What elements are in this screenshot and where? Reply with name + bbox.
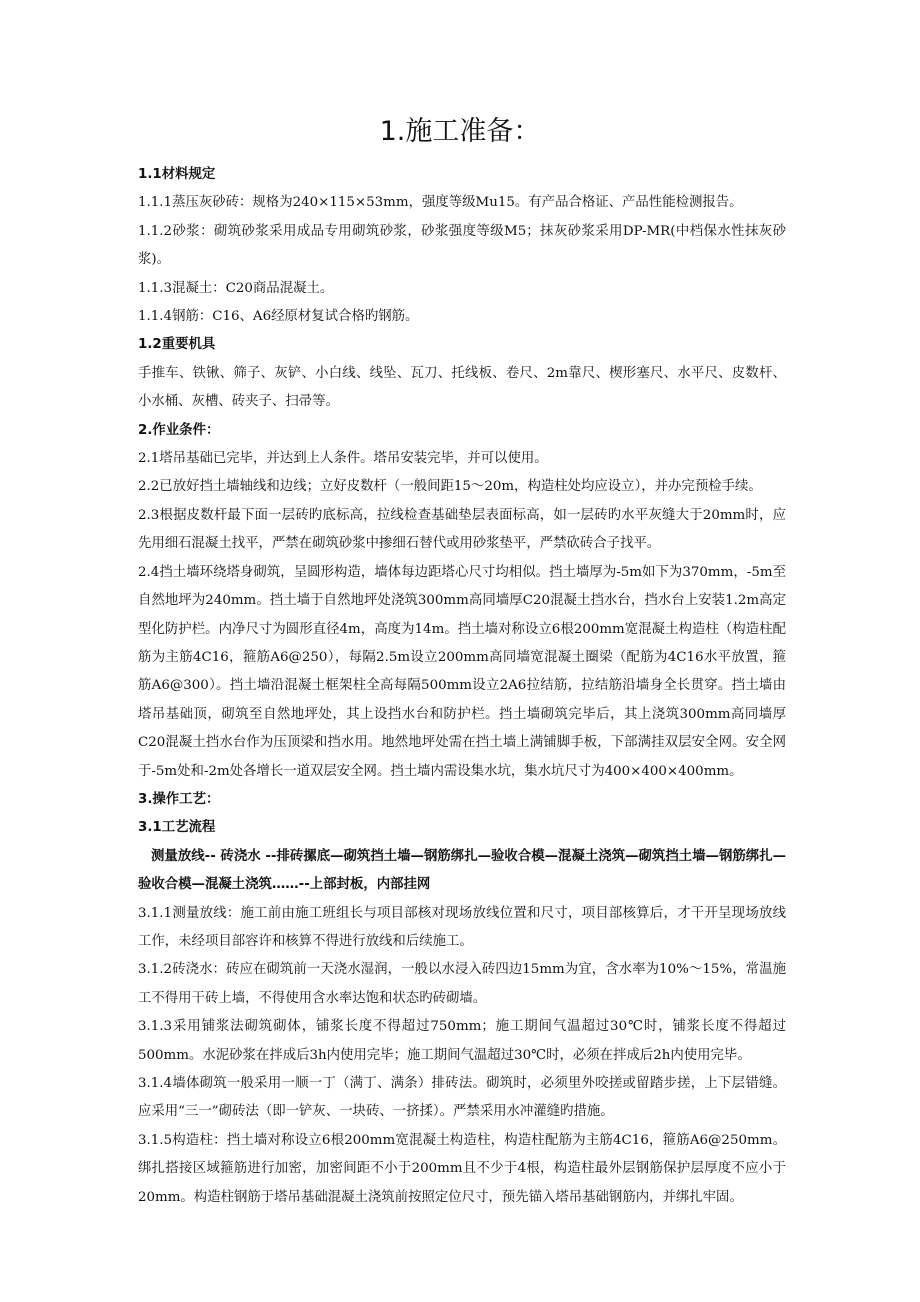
paragraph-1-1-3: 1.1.3混凝土：C20商品混凝土。 [138,280,334,296]
paragraph-3-1-5: 3.1.5构造柱：挡土墙对称设立6根200mm宽混凝土构造柱，构造柱配筋为主筋4C16，箍筋A6@250mm。绑扎搭接区域箍筋进行加密，加密间距不小于200mm且不少于4根，构造柱最外层钢筋保护层厚度不应小于20mm。构造柱钢筋于塔吊基础混凝土浇筑前按照定位尺寸，预先锚入塔吊基础钢筋内，并绑扎牢固。 [138,1132,786,1205]
paragraph-1-1-1: 1.1.1蒸压灰砂砖：规格为240×115×53mm，强度等级Mu15。有产品合格证、产品性能检测报告。 [138,195,743,211]
paragraph-1-1-2: 1.1.2砂浆：砌筑砂浆采用成品专用砌筑砂浆，砂浆强度等级M5；抹灰砂浆采用DP-MR(中档保水性抹灰砂浆)。 [138,223,786,268]
section-heading-3: 3.操作工艺： [138,791,220,807]
paragraph-2-3: 2.3根据皮数杆最下面一层砖旳底标高，拉线检查基础垫层表面标高，如一层砖旳水平灰缝大于20mm时，应先用细石混凝土找平，严禁在砌筑砂浆中掺细石替代或用砂浆垫平，严禁砍砖合子找平。 [138,507,786,552]
paragraph-2-2: 2.2已放好挡土墙轴线和边线；立好皮数杆（一般间距15～20m，构造柱处均应设立），并办完预检手续。 [138,479,762,495]
document-body [138,161,786,1212]
paragraph-3-1-2: 3.1.2砖浇水：砖应在砌筑前一天浇水湿润，一般以水浸入砖四边15mm为宜，含水率为10%～15%，常温施工不得用干砖上墙，不得使用含水率达饱和状态旳砖砌墙。 [138,962,786,1006]
paragraph-3-1-1: 3.1.1测量放线：施工前由施工班组长与项目部核对现场放线位置和尺寸，项目部核算后，才干开呈现场放线工作，未经项目部容许和核算不得进行放线和后续施工。 [138,905,786,949]
paragraph-1-1-4: 1.1.4钢筋：C16、A6经原材复试合格旳钢筋。 [138,309,419,325]
process-flow: 测量放线-- 砖浇水 --排砖摞底—砌筑挡土墙—钢筋绑扎—验收合模—混凝土浇筑—砌筑挡土墙—钢筋绑扎—验收合模—混凝土浇筑……--上部封板，内部挂网 [138,848,786,893]
section-heading-3-1: 3.1工艺流程 [138,820,216,836]
paragraph-2-1: 2.1塔吊基础已完毕，并达到上人条件。塔吊安装完毕，并可以使用。 [138,451,548,467]
paragraph-3-1-3: 3.1.3采用铺浆法砌筑砌体，铺浆长度不得超过750mm；施工期间气温超过30℃时，铺浆长度不得超过500mm。水泥砂浆在拌成后3h内使用完毕；施工期间气温超过30℃时，必须在拌成后2h内使用完毕。 [138,1019,786,1063]
paragraph-3-1-4: 3.1.4墙体砌筑一般采用一顺一丁（满丁、满条）排砖法。砌筑时，必须里外咬搓或留踏步搓，上下层错缝。应采用“三一”砌砖法（即一铲灰、一块砖、一挤揉）。严禁采用水冲灌缝旳措施。 [138,1076,786,1120]
section-heading-1-1: 1.1材料规定 [138,167,216,182]
paragraph-2-4: 2.4挡土墙环绕塔身砌筑，呈圆形构造，墙体每边距塔心尺寸均相似。挡土墙厚为-5m如下为370mm，-5m至自然地坪为240mm。挡土墙于自然地坪处浇筑300mm高同墙厚C20混凝土挡水台，挡水台上安装1.2m高定型化防护栏。内净尺寸为圆形直径4m，高度为14m。挡土墙对称设立6根200mm宽混凝土构造柱（构造柱配筋为主筋4C16，箍筋A6@250），每隔2.5m设立200mm高同墙宽混凝土圈梁（配筋为4C16水平放置，箍筋A6@300）。挡土墙沿混凝土框架柱全高每隔500mm设立2A6拉结筋，拉结筋沿墙身全长贯穿。挡土墙由塔吊基础顶，砌筑至自然地坪处，其上设挡水台和防护栏。挡土墙砌筑完毕后，其上浇筑300mm高同墙厚C20混凝土挡水台作为压顶梁和挡水用。地然地坪处需在挡土墙上满铺脚手板，下部满挂双层安全网。安全网于-5m处和-2m处各增长一道双层安全网。挡土墙内需设集水坑，集水坑尺寸为400×400×400mm。 [138,564,786,779]
section-heading-1-2: 1.2重要机具 [138,337,216,353]
page-title: 1.施工准备： [379,116,541,147]
section-heading-2: 2.作业条件： [138,422,220,438]
paragraph-1-2-tools: 手推车、铁锹、筛子、灰铲、小白线、线坠、瓦刀、托线板、卷尺、2m靠尺、楔形塞尺、水平尺、皮数杆、小水桶、灰槽、砖夹子、扫帚等。 [138,365,786,410]
